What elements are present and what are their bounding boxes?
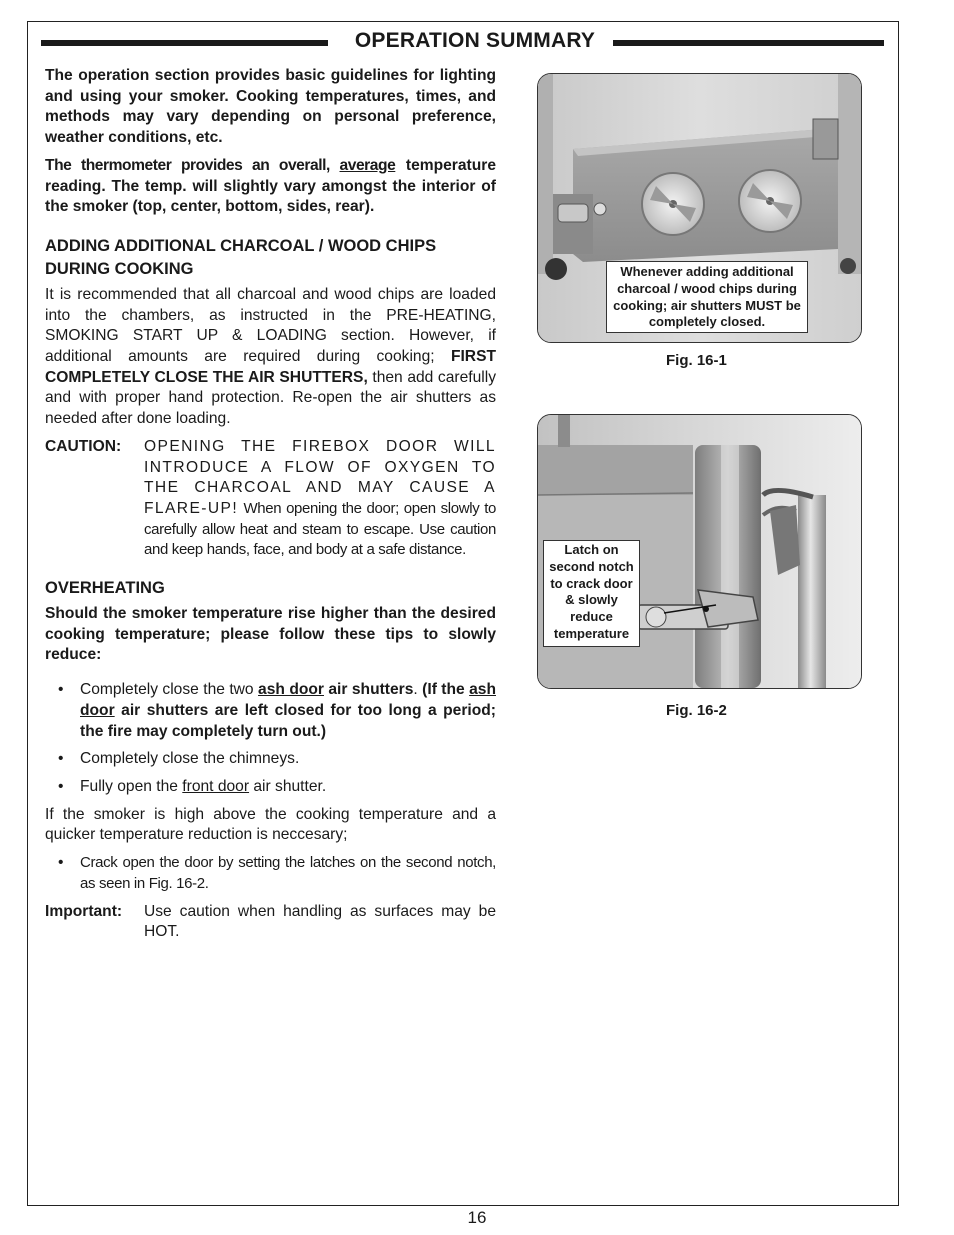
figure-16-2-caption: Fig. 16-2	[666, 702, 727, 719]
figure-16-1-callout: Whenever adding additional charcoal / wood chips during cooking; air shutters MUST be completely closed.	[606, 261, 808, 333]
page-number: 16	[467, 1208, 487, 1227]
caution-note	[45, 437, 496, 561]
adding-heading: ADDING ADDITIONAL CHARCOAL / WOOD CHIPS DURING COOKING	[45, 236, 437, 278]
list-item: • Completely close the chimneys.	[58, 750, 300, 768]
figure-16-1-caption: Fig. 16-1	[666, 352, 727, 369]
figure-16-2-callout: Latch on second notch to crack door & slowly reduce temperature	[543, 540, 640, 647]
after-paragraph: If the smoker is high above the cooking temperature and a quicker temperature reduction is neccesary;	[45, 805, 496, 844]
header-rule-left	[41, 40, 328, 46]
overheating-heading: OVERHEATING	[45, 579, 165, 598]
overheating-intro: Should the smoker temperature rise higher than the desired cooking temperature; please follow these tips to slowly reduce:	[45, 605, 496, 664]
list-item: • Crack open the door by setting the latches on the second notch, as seen in Fig. 16-2.	[58, 854, 496, 892]
important-text: Use caution when handling as surfaces may be HOT.	[144, 902, 496, 941]
header-rule-right	[613, 40, 884, 46]
intro-paragraph: The operation section provides basic guidelines for lighting and using your smoker. Cooking temperatures, times, and methods may vary depending on personal preference, weather conditions, etc.	[45, 67, 496, 147]
caution-text: OPENING THE FIREBOX DOOR WILL INTRODUCE A FLOW OF OXYGEN TO THE CHARCOAL AND MAY CAUSE A FLARE-UP! When opening the door; open slowly to carefully allow heat and steam to escape. Use caution and keep hands, face, and body at a safe distance.	[144, 437, 496, 559]
text-column	[45, 66, 496, 950]
adding-paragraph: It is recommended that all charcoal and wood chips are loaded into the chambers, as instructed in the PRE-HEATING, SMOKING START UP & LOADING section. However, if additional amounts are required during cooking; FIRST COMPLETELY CLOSE THE AIR SHUTTERS, then add carefully and with proper hand protection. Re-open the air shutters as needed after done loading.	[45, 285, 496, 428]
important-note	[45, 902, 496, 943]
list-item: • Completely close the two ash door air shutters. (If the ash door air shutters are left closed for too long a period; the fire may completely turn out.)	[58, 681, 496, 740]
list-item: • Fully open the front door air shutter.	[58, 777, 327, 795]
page-title: OPERATION SUMMARY	[354, 29, 596, 52]
crack-door-list	[45, 853, 496, 894]
overheating-list	[45, 680, 496, 798]
thermometer-paragraph: The thermometer provides an overall, average temperature reading. The temp. will slightly vary amongst the interior of the smoker (top, center, bottom, sides, rear).	[45, 156, 497, 216]
caution-label: CAUTION:	[45, 437, 122, 455]
important-label: Important:	[45, 902, 123, 920]
